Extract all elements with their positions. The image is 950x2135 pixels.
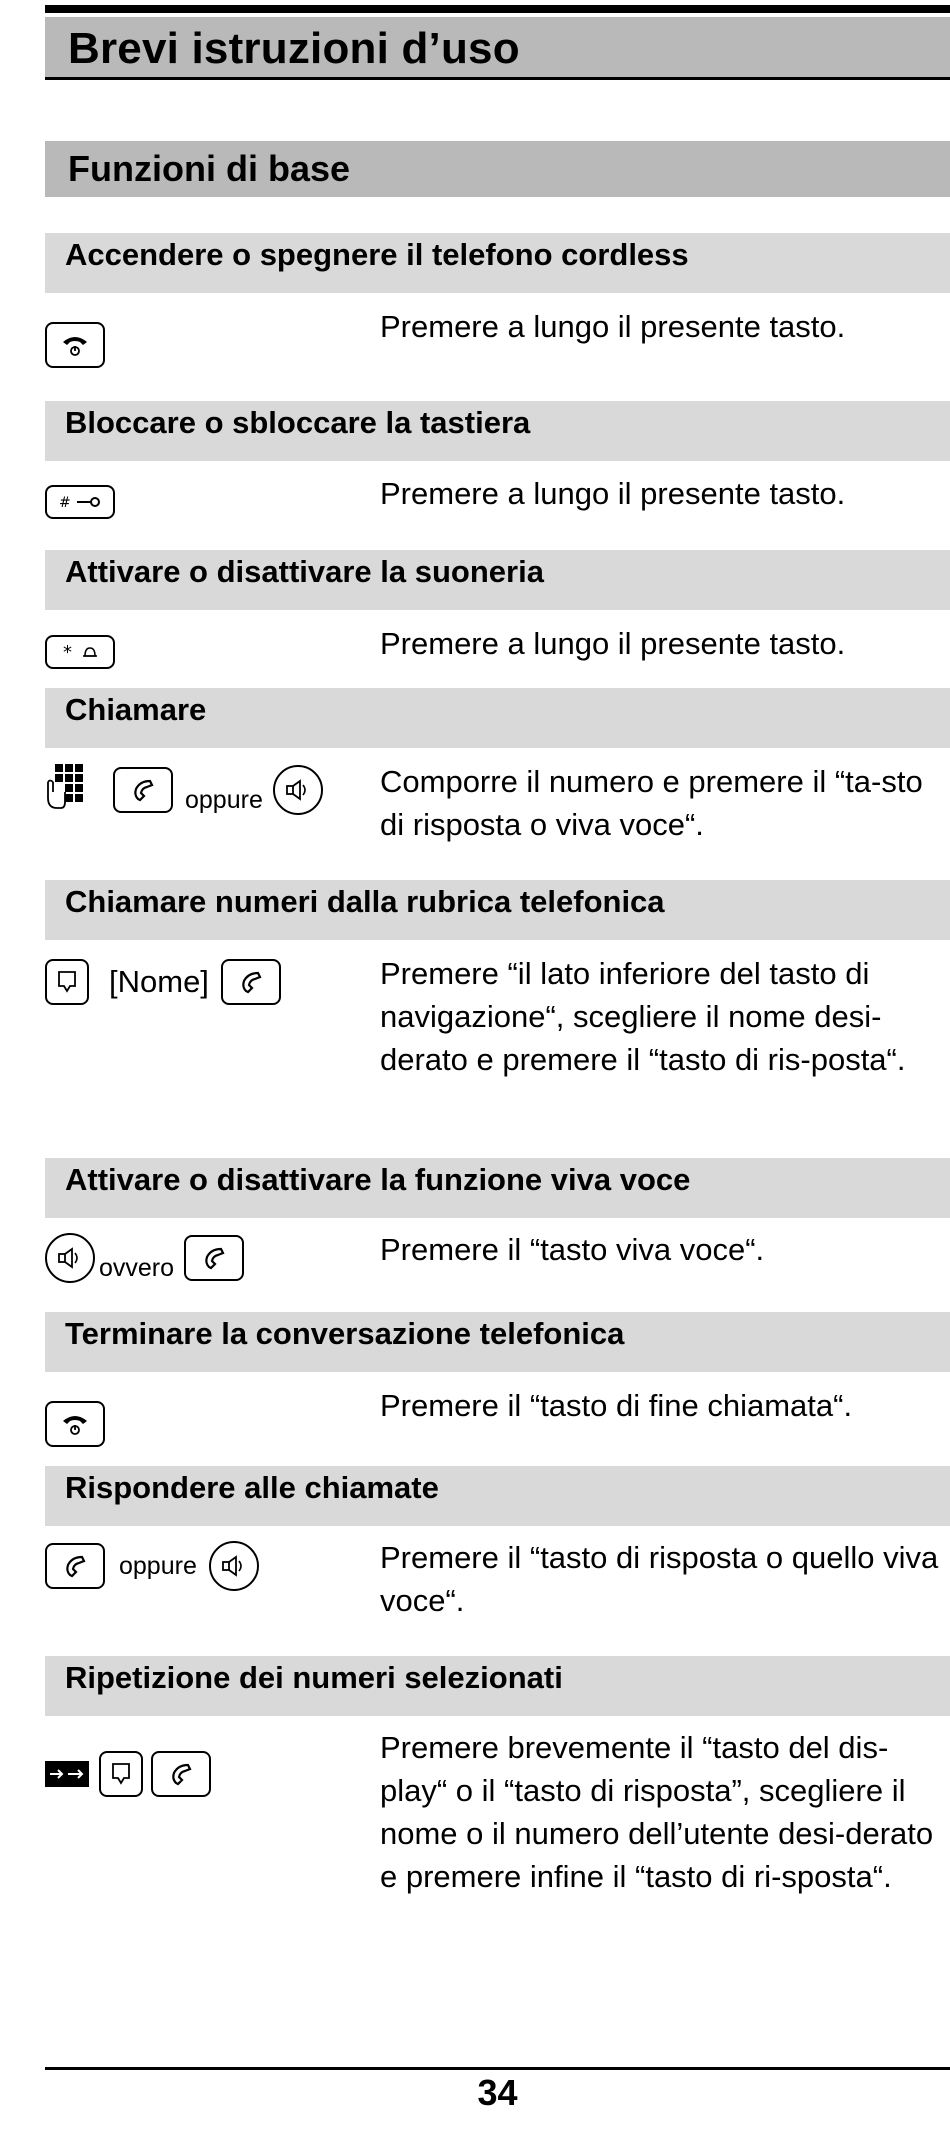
subheading: Ripetizione dei numeri selezionati: [65, 1660, 563, 1695]
instruction-text: Premere a lungo il presente tasto.: [380, 476, 846, 511]
subheading-bar: [45, 1312, 950, 1372]
page-title: Brevi istruzioni d’uso: [68, 24, 520, 73]
subheading: Rispondere alle chiamate: [65, 1470, 439, 1505]
key-group: [45, 622, 123, 682]
speaker-key-icon: [45, 1233, 95, 1283]
top-rule: [45, 5, 950, 13]
instruction-text: Premere a lungo il presente tasto.: [380, 626, 846, 661]
subheading: Attivare o disattivare la funzione viva voce: [65, 1162, 691, 1197]
call-key-icon: [221, 959, 281, 1005]
subheading: Terminare la conversazione telefonica: [65, 1316, 625, 1351]
call-key-icon: [113, 767, 173, 813]
subheading-bar: [45, 233, 950, 293]
footer-rule: [45, 2067, 950, 2070]
or-label: oppure: [185, 785, 263, 814]
manual-page: [45, 0, 950, 2135]
key-group: [45, 472, 123, 532]
key-group: [45, 760, 323, 820]
subheading: Chiamare numeri dalla rubrica telefonica: [65, 884, 665, 919]
subheading-bar: [45, 401, 950, 461]
power-end-key-icon: [45, 1401, 105, 1447]
nav-down-key-icon: [45, 959, 89, 1005]
display-key-arrow-icon: [45, 1761, 89, 1787]
key-group: [45, 1394, 113, 1454]
subheading-bar: [45, 1158, 950, 1218]
subheading: Chiamare: [65, 692, 207, 727]
hash-lock-key-icon: [45, 485, 115, 519]
instruction-text: Premere il “tasto di fine chiamata“.: [380, 1388, 853, 1423]
name-placeholder: [109, 964, 209, 1000]
or-label: oppure: [119, 1551, 197, 1580]
instruction-text: Premere brevemente il “tasto del dis-play“ o il “tasto di risposta”, scegliere il nome o il numero dell’utente desi-derato e premere infine il “tasto di ri-sposta“.: [380, 1730, 934, 1894]
svg-text:#: #: [59, 495, 71, 511]
subheading: Bloccare o sbloccare la tastiera: [65, 405, 531, 440]
svg-text:*: *: [63, 642, 72, 662]
subheading-bar: [45, 1656, 950, 1716]
key-group: [45, 952, 289, 1012]
instruction-text: Premere il “tasto di risposta o quello viva voce“.: [380, 1540, 939, 1618]
subheading-bar: [45, 880, 950, 940]
speaker-key-icon: [273, 765, 323, 815]
name-label: [Nome]: [109, 964, 209, 999]
instruction-text: Comporre il numero e premere il “ta-sto di risposta o viva voce“.: [380, 764, 923, 842]
speaker-key-icon: [209, 1541, 259, 1591]
keypad-hand-icon: [45, 762, 89, 819]
section-title: Funzioni di base: [68, 148, 351, 189]
nav-down-key-icon: [99, 1751, 143, 1797]
title-bar: [45, 17, 950, 80]
key-group: [45, 315, 113, 375]
subheading: Attivare o disattivare la suoneria: [65, 554, 544, 589]
subheading-bar: [45, 550, 950, 610]
instruction-text: Premere “il lato inferiore del tasto di navigazione“, scegliere il nome desi-derato e premere il “tasto di ris-posta“.: [380, 956, 906, 1077]
key-group: [45, 1228, 252, 1288]
power-end-key-icon: [45, 322, 105, 368]
key-group: [45, 1744, 219, 1804]
page-number: 34: [477, 2072, 518, 2113]
call-key-icon: [151, 1751, 211, 1797]
section-bar: [45, 141, 950, 197]
subheading-bar: [45, 1466, 950, 1526]
instruction-text: Premere a lungo il presente tasto.: [380, 309, 846, 344]
instruction-text: Premere il “tasto viva voce“.: [380, 1232, 765, 1267]
star-bell-key-icon: [45, 635, 115, 669]
call-key-icon: [45, 1543, 105, 1589]
subheading: Accendere o spegnere il telefono cordless: [65, 237, 689, 272]
call-key-icon: [184, 1235, 244, 1281]
or-label: ovvero: [99, 1253, 175, 1282]
key-group: [45, 1536, 259, 1596]
subheading-bar: [45, 688, 950, 748]
